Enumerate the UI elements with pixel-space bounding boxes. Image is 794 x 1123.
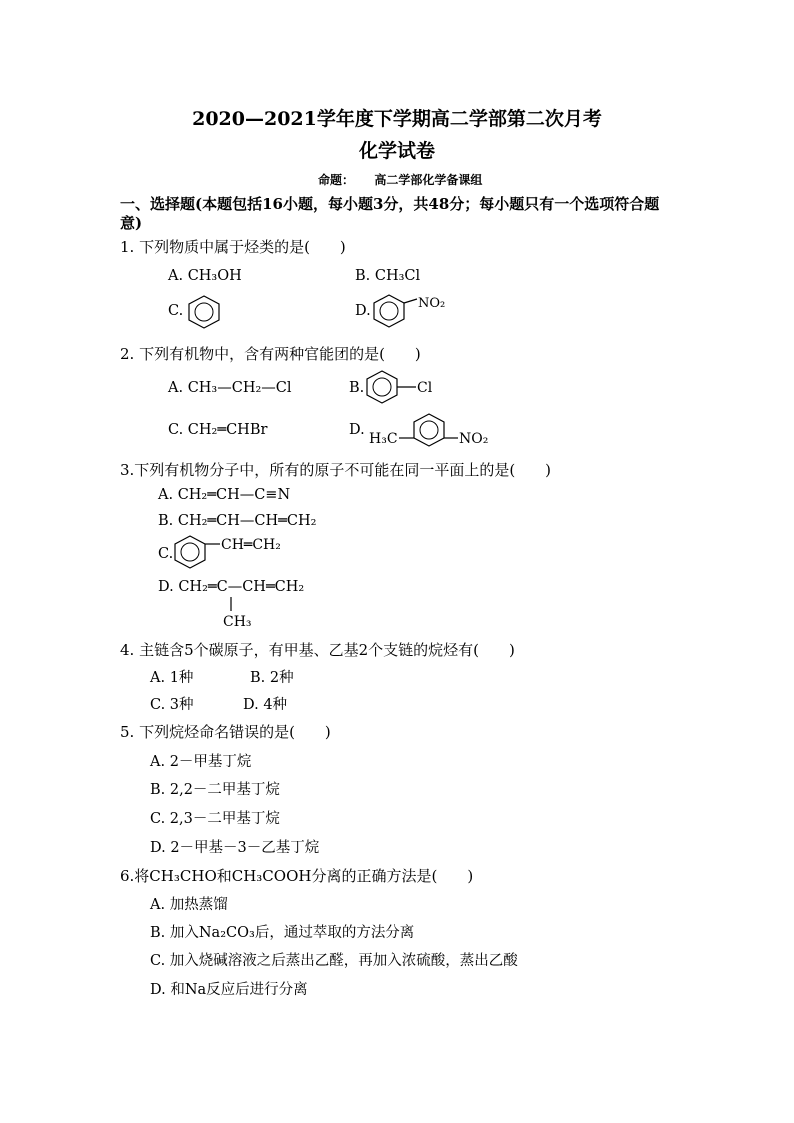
chlorobenzene-structure-icon — [364, 368, 444, 406]
q4-option-c: C. 3种 — [150, 697, 194, 713]
q3-c-group: CH═CH₂ — [221, 537, 281, 553]
q2-option-c: C. CH₂═CHBr — [168, 422, 268, 438]
q1-option-d: D. — [355, 303, 371, 319]
q4-option-a: A. 1种 — [150, 670, 194, 686]
q6-option-d: D. 和Na反应后进行分离 — [150, 982, 308, 998]
q3-option-a: A. CH₂═CH—C≡N — [158, 487, 291, 503]
q3-option-c: C. — [158, 546, 174, 562]
q5-option-b: B. 2,2－二甲基丁烷 — [150, 782, 280, 798]
q1-option-b: B. CH₃Cl — [355, 268, 421, 284]
question-3-stem: 3.下列有机物分子中，所有的原子不可能在同一平面上的是( ) — [120, 461, 552, 479]
author-name: 高二学部化学备课组 — [374, 173, 483, 187]
q6-option-c: C. 加入烧碱溶液之后蒸出乙醛，再加入浓硫酸，蒸出乙酸 — [150, 953, 518, 969]
methyl-branch-icon — [222, 595, 262, 629]
methyl-nitrobenzene-structure-icon — [366, 410, 506, 450]
q1-d-group: NO₂ — [418, 296, 446, 311]
question-2-stem: 2. 下列有机物中，含有两种官能团的是( ) — [120, 345, 421, 363]
q5-option-d: D. 2－甲基－3－乙基丁烷 — [150, 840, 320, 856]
q3-option-d: D. CH₂═C—CH═CH₂ — [158, 579, 305, 595]
exam-title: 2020—2021学年度下学期高二学部第二次月考 — [192, 108, 602, 130]
author-line — [318, 171, 482, 188]
q1-option-c: C. — [168, 303, 184, 319]
question-5-stem: 5. 下列烷烃命名错误的是( ) — [120, 723, 331, 741]
q4-option-b: B. 2种 — [250, 670, 294, 686]
q5-option-a: A. 2－甲基丁烷 — [150, 754, 252, 770]
q2-option-a: A. CH₃—CH₂—Cl — [168, 380, 292, 396]
q6-option-a: A. 加热蒸馏 — [150, 897, 228, 913]
q6-option-b: B. 加入Na₂CO₃后，通过萃取的方法分离 — [150, 925, 415, 941]
styrene-structure-icon — [172, 532, 312, 572]
exam-subtitle: 化学试卷 — [358, 140, 435, 162]
q3-option-b: B. CH₂═CH—CH═CH₂ — [158, 513, 317, 529]
question-4-stem: 4. 主链含5个碳原子，有甲基、乙基2个支链的烷烃有( ) — [120, 641, 515, 659]
author-label: 命题： — [318, 173, 355, 187]
question-1-stem: 1. 下列物质中属于烃类的是( ) — [120, 238, 346, 256]
q2-b-group: Cl — [417, 380, 433, 396]
q2-d-left-group: H₃C — [369, 431, 398, 447]
q2-option-b: B. — [349, 380, 365, 396]
question-6-stem: 6.将CH₃CHO和CH₃COOH分离的正确方法是( ) — [120, 867, 474, 885]
q1-option-a: A. CH₃OH — [168, 268, 242, 284]
q5-option-c: C. 2,3－二甲基丁烷 — [150, 811, 280, 827]
q2-option-d: D. — [349, 422, 365, 438]
q3-d-branch: CH₃ — [223, 614, 252, 629]
q4-option-d: D. 4种 — [243, 697, 288, 713]
nitrobenzene-structure-icon — [371, 292, 461, 330]
q2-d-right-group: NO₂ — [459, 431, 489, 447]
section-heading: 一、选择题(本题包括16小题，每小题3分，共48分；每小题只有一个选项符合题意) — [120, 195, 660, 232]
benzene-ring-icon — [184, 294, 224, 330]
